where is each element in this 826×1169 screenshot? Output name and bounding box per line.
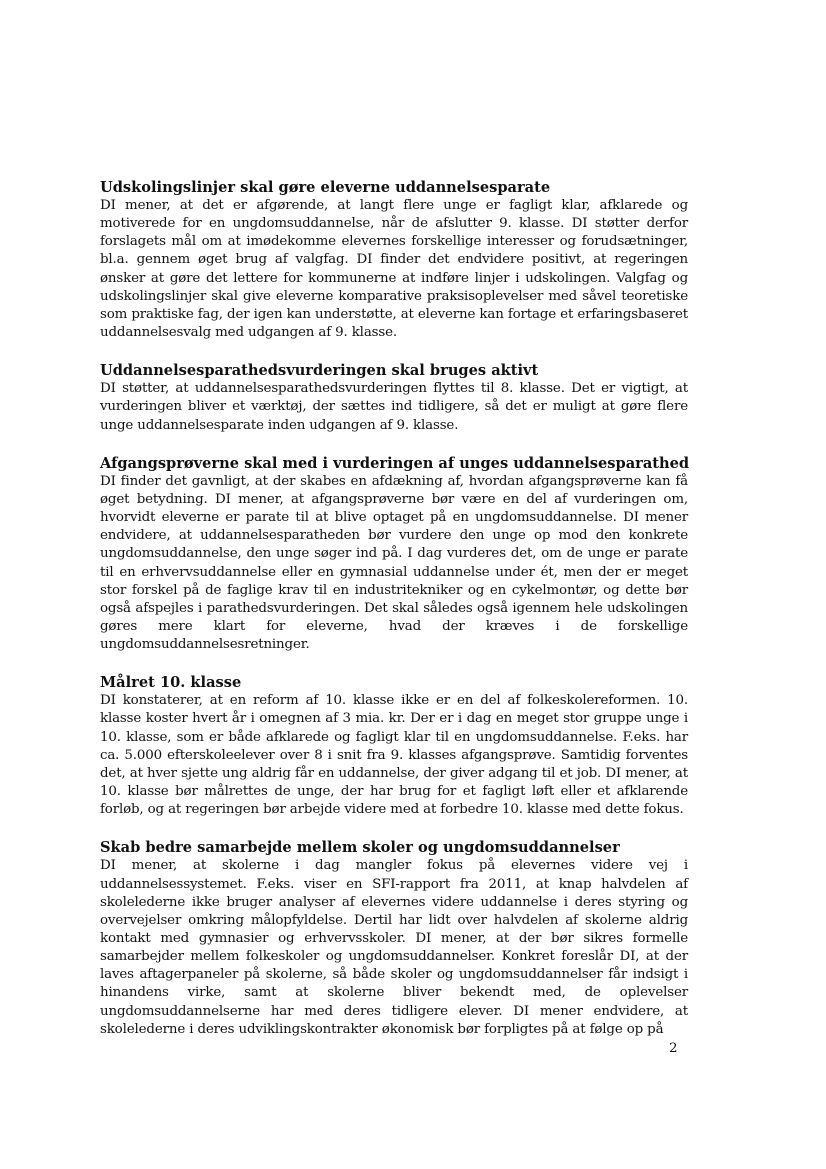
- section-paragraph: DI mener, at det er afgørende, at langt flere unge er fagligt klar, afklarede og motiverede for en ungdomsuddannelse, når de afslutter 9. klasse. DI støtter derfor forslagets mål om at imødekomme elevernes forskellige interesser og forudsætninger, bl.a. gennem øget brug af valgfag. DI finder det endvidere positivt, at regeringen ønsker at gøre det lettere for kommunerne at indføre linjer i udskolingen. Valgfag og udskolingslinjer skal give eleverne komparative praksisoplevelser med såvel teoretiske som praktiske fag, der igen kan understøtte, at eleverne kan fortage et erfaringsbaseret uddannelsesvalg med udgangen af 9. klasse.: [100, 198, 688, 341]
- section-afgangsproever: [100, 454, 688, 655]
- section-paragraph: DI finder det gavnligt, at der skabes en afdækning af, hvordan afgangsprøverne kan få øget betydning. DI mener, at afgangsprøverne bør være en del af vurderingen om, hvorvidt eleverne er parate til at blive optaget på en ungdomsuddannelse. DI mener endvidere, at uddannelsesparatheden bør vurdere den unge op mod den konkrete ungdomsuddannelse, den unge søger ind på. I dag vurderes det, om de unge er parate til en erhvervsuddannelse eller en gymnasial uddannelse under ét, men der er meget stor forskel på de faglige krav til en industritekniker og en cykelmontør, og dette bør også afspejles i parathedsvurderingen. Det skal således også igennem hele udskolingen gøres mere klart for eleverne, hvad der kræves i de forskellige ungdomsuddannelsesretninger.: [100, 473, 688, 653]
- section-heading: Målret 10. klasse: [100, 674, 242, 692]
- section-maalret-10-klasse: [100, 673, 688, 819]
- section-heading: Uddannelsesparathedsvurderingen skal bruges aktivt: [100, 362, 539, 380]
- section-paragraph: DI støtter, at uddannelsesparathedsvurderingen flyttes til 8. klasse. Det er vigtigt, at vurderingen bliver et værktøj, der sættes ind tidligere, så det er muligt at gøre flere unge uddannelsesparate inden udgangen af 9. klasse.: [100, 381, 688, 433]
- section-heading: Afgangsprøverne skal med i vurderingen af unges uddannelsesparathed: [100, 454, 690, 472]
- section-heading: Skab bedre samarbejde mellem skoler og ungdomsuddannelser: [100, 839, 620, 857]
- section-heading: Udskolingslinjer skal gøre eleverne uddannelsesparate: [100, 179, 551, 196]
- section-udskolingslinjer: [100, 178, 688, 342]
- section-uddannelsesparathed: [100, 361, 688, 434]
- page-number: 2: [669, 1041, 678, 1056]
- section-paragraph: DI konstaterer, at en reform af 10. klasse ikke er en del af folkeskolereformen. 10. klasse koster hvert år i omegnen af 3 mia. kr. Der er i dag en meget stor gruppe unge i 10. klasse, som er både afklarede og fagligt klar til en ungdomsuddannelse. F.eks. har ca. 5.000 efterskoleelever over 8 i snit fra 9. klasses afgangsprøve. Samtidig forventes det, at hver sjette ung aldrig får en uddannelse, der giver adgang til et job. DI mener, at 10. klasse bør målrettes de unge, der har brug for et fagligt løft eller et afklarende forløb, og at regeringen bør arbejde videre med at forbedre 10. klasse med dette fokus.: [100, 693, 688, 818]
- section-samarbejde: [100, 838, 688, 1039]
- section-paragraph: DI mener, at skolerne i dag mangler fokus på elevernes videre vej i uddannelsessystemet. F.eks. viser en SFI-rapport fra 2011, at knap halvdelen af skolelederne ikke bruger analyser af elevernes videre uddannelse i deres styring og overvejelser omkring målopfyldelse. Dertil har lidt over halvdelen af skolerne aldrig kontakt med gymnasier og erhvervsskoler. DI mener, at der bør sikres formelle samarbejder mellem folkeskoler og ungdomsuddannelser. Konkret foreslår DI, at der laves aftagerpaneler på skolerne, så både skoler og ungdomsuddannelser får indsigt i hinandens virke, samt at skolerne bliver bekendt med, de oplevelser ungdomsuddannelserne har med deres tidligere elever. DI mener endvidere, at skolelederne i deres udviklingskontrakter økonomisk bør forpligtes på at følge op på: [100, 858, 688, 1037]
- document-page: [100, 178, 688, 1058]
